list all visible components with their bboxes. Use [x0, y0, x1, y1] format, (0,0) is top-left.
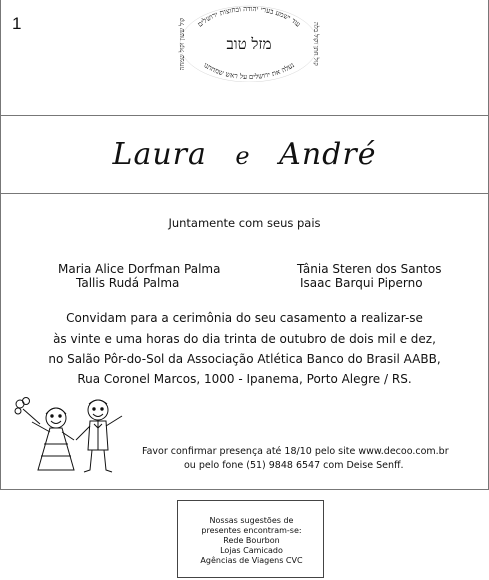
- invitation-line-1: Convidam para a cerimônia do seu casamento a realizar-se: [66, 311, 423, 325]
- gift-registry-card: [177, 500, 324, 578]
- rsvp-line-1: Favor confirmar presença até 18/10 pelo site www.decoo.com.br: [142, 446, 449, 457]
- intro-line: Juntamente com seus pais: [168, 216, 321, 230]
- left-border: [0, 0, 1, 489]
- parent-left-2: Tallis Rudá Palma: [76, 276, 180, 290]
- gift-heading-1: Nossas sugestões de: [209, 516, 294, 525]
- parent-left-1: Maria Alice Dorfman Palma: [58, 262, 221, 276]
- invitation-line-4: Rua Coronel Marcos, 1000 - Ipanema, Porto Alegre / RS.: [77, 372, 412, 386]
- parent-right-1: Tânia Steren dos Santos: [297, 262, 442, 276]
- seal-ring-bottom: נעלה את ירושלים על ראש שמחתנו: [202, 61, 296, 82]
- rsvp-line-2: ou pelo fone (51) 9848 6547 com Deise Senff.: [184, 460, 404, 471]
- couple-names: [0, 137, 489, 172]
- seal-ring-top: עוד ישמע בערי יהודה ובחוצות ירושלים: [196, 4, 302, 29]
- gift-store-3: Agências de Viagens CVC: [200, 556, 303, 565]
- invitation-line-2: às vinte e uma horas do dia trinta de outubro de dois mil e dez,: [53, 332, 436, 346]
- groom-name: André: [279, 137, 377, 172]
- bride-name: Laura: [112, 137, 207, 172]
- parent-right-2: Isaac Barqui Piperno: [300, 276, 423, 290]
- invitation-line-3: no Salão Pôr-do-Sol da Associação Atlética Banco do Brasil AABB,: [48, 352, 441, 366]
- gift-store-1: Rede Bourbon: [223, 536, 280, 545]
- seal-ring-left: קול ששון וקול שמחה: [178, 17, 186, 71]
- top-divider: [0, 115, 489, 116]
- seal-ring-right: קול חתן וקול כלה: [312, 22, 320, 66]
- gift-heading-2: presentes encontram-se:: [201, 526, 302, 535]
- names-divider: [0, 193, 489, 194]
- seal-center-text: מזל טוב: [226, 35, 272, 53]
- hebrew-seal: [178, 4, 320, 82]
- bottom-divider: [0, 489, 489, 490]
- couple-cartoon: [10, 394, 128, 476]
- names-conjunction: e: [235, 142, 251, 170]
- page-number: 1: [12, 14, 22, 33]
- gift-store-2: Lojas Camicado: [220, 546, 283, 555]
